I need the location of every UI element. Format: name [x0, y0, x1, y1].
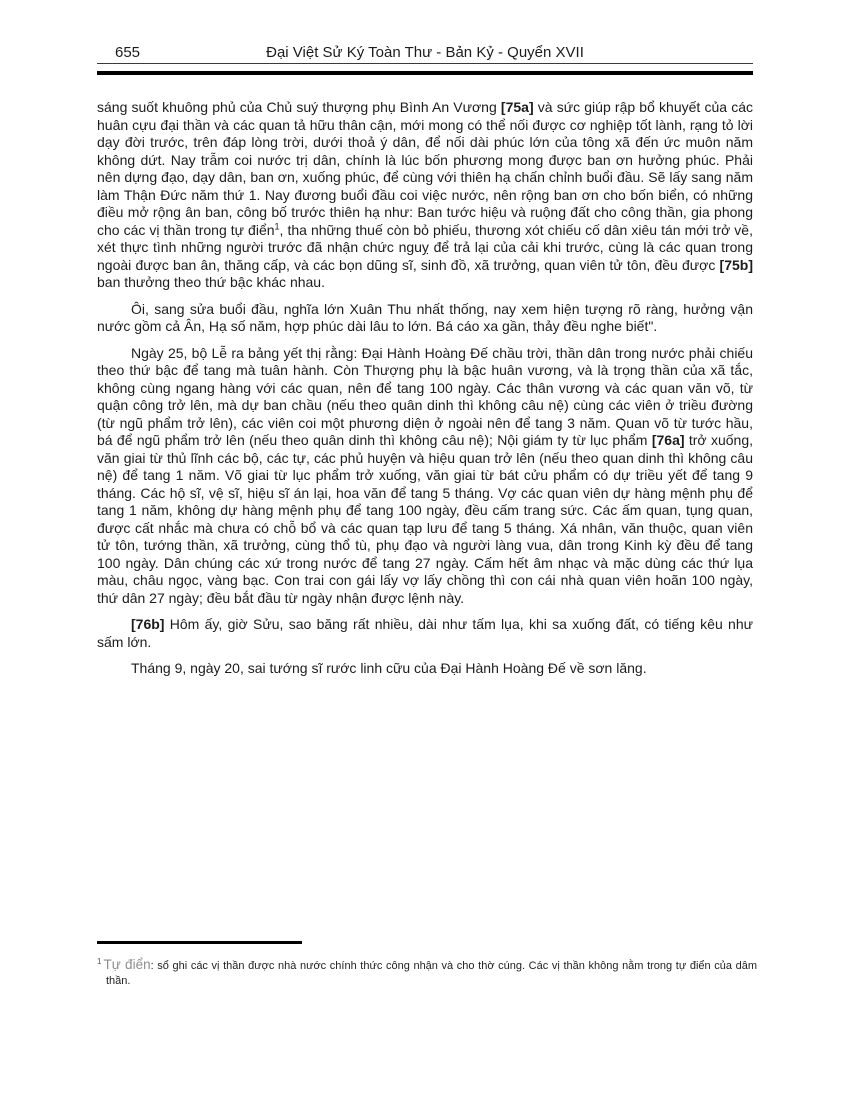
- body-paragraph: [97, 345, 753, 608]
- text-run: Ngày 25, bộ Lễ ra bảng yết thị rằng: Đại Hành Hoàng Đế chầu trời, thần dân trong nước phải chiếu theo thứ bậc để tang mà tuân hành. Còn Thượng phụ là bậc huân vương, và là trọng thần của xã tắc, không cùng ngang hàng với các quan, nên để tang 100 ngày. Các thân vương và các quan văn võ, từ quận công trở lên, mà dự ban chầu (nếu theo quân dinh thì không câu nệ) cùng các viên ở triều đường (từ ngũ phẩm trở lên), các viên coi một phương diện ở ngoài nên để tang 3 năm. Quan võ từ tước hầu, bá để ngũ phẩm trở lên (nếu theo quân dinh thì không câu nệ); Nội giám ty từ lục phẩm: [97, 344, 753, 448]
- page-title: Đại Việt Sử Ký Toàn Thư - Bản Kỷ - Quyển XVII: [266, 44, 584, 61]
- footnote-text: : sổ ghi các vị thần được nhà nước chính thức công nhận và cho thờ cúng. Các vị thần không nằm trong tự điển của dâm thần.: [106, 960, 758, 987]
- folio-marker: [76a]: [651, 432, 685, 448]
- folio-marker: [76b]: [131, 616, 165, 632]
- body-paragraph: [97, 99, 753, 292]
- footnote-term: Tự điển: [103, 957, 151, 972]
- header-rule: [97, 71, 753, 75]
- text-run: trở xuống, văn giai từ thủ lĩnh các bộ, các tự, các phủ huyện và hiệu quan trở lên (nếu theo quan dinh thì không câu nệ) để tang 1 năm. Võ giai từ lục phẩm trở xuống, văn giai từ bát cửu phẩm có dự triều yết để tang 9 tháng. Các hộ sĩ, vệ sĩ, hiệu sĩ án lại, hoa văn để tang 5 tháng. Vợ các quan viên dự hàng mệnh phụ để tang 1 năm, không dự hàng mệnh phụ để tang 100 ngày, đều cấm trang sức. Các ấm quan, tụng quan, được cất nhắc mà chưa có chỗ bổ và các quan tạp lưu để tang 5 tháng. Xá nhân, văn thuộc, quan viên tử tôn, tướng thần, xã trưởng, cùng thổ tù, phụ đạo và người làng vua, dân trong Kinh kỳ đều để tang 100 ngày. Dân chúng các xứ trong nước để tang 27 ngày. Cấm hết âm nhạc và mặc dùng các thứ lụa màu, châu ngọc, vàng bạc. Con trai con gái lấy vợ lấy chồng thì con cái nhà quan viên hoãn 100 ngày, thứ dân 27 ngày; đều bắt đầu từ ngày nhận được lệnh này.: [97, 432, 753, 606]
- footnote-section: [97, 941, 757, 988]
- text-run: , tha những thuế còn bỏ phiếu, thương xót chiếu cố dân xiêu tán mới trở về, xét thực tình những người trước đã nhận chức nguỵ để trả lại của cải khi trước, cùng là các quan trong ngoài được ban ân, thăng cấp, và các bọn dũng sĩ, sinh đồ, xã trưởng, quan viên tử tôn, đều được: [97, 221, 753, 273]
- text-run: và sức giúp rập bổ khuyết của các huân cựu đại thần và các quan tả hữu thân cận, mới mong có thể nối được cơ nghiệp tốt lành, rạng tỏ lời dạy đời trước, trên đáp lòng trời, dưới thoả ý dân, để nối dài phúc lớn của tông xã đến ức muôn năm không dứt. Nay trẫm coi nước trị dân, chính là lúc bốn phương mong được ban ơn hưởng phúc. Phải nên dựng đạo, dạy dân, ban ơn, xuống phúc, để cùng với thiên hạ chấn chỉnh buổi đầu. Sẽ lấy sang năm làm Thận Đức năm thứ 1. Nay đương buổi đầu coi việc nước, nên rộng ban ơn cho bốn biển, có những điều mở rộng ân ban, công bố trước thiên hạ như: Ban tước hiệu và ruộng đất cho công thần, gia phong cho các vị thần trong tự điển: [97, 99, 753, 238]
- footnote: [97, 958, 757, 988]
- text-run: sáng suốt khuông phủ của Chủ suý thượng phụ Bình An Vương: [97, 99, 501, 115]
- footnote-reference: 1: [274, 220, 280, 231]
- footnote-marker: 1: [97, 957, 102, 967]
- page-number: 655: [115, 44, 141, 61]
- body-paragraph: [97, 301, 753, 336]
- text-run: ban thưởng theo thứ bậc khác nhau.: [97, 274, 325, 290]
- running-header: [97, 44, 753, 64]
- body-paragraph: [97, 616, 753, 651]
- folio-marker: [75b]: [719, 256, 753, 273]
- text-run: Ôi, sang sửa buổi đầu, nghĩa lớn Xuân Thu nhất thống, nay xem hiện tượng rõ ràng, hưởng vận nước gồm cả Ân, Hạ số năm, hợp phúc dài lâu to lớn. Bá cáo xa gần, thảy đều nghe biết".: [97, 300, 753, 334]
- folio-marker: [75a]: [500, 99, 534, 115]
- body-text: [97, 99, 753, 687]
- text-run: Hôm ấy, giờ Sửu, sao băng rất nhiều, dài như tấm lụa, khi sa xuống đất, có tiếng kêu như sấm lớn.: [97, 616, 753, 650]
- body-paragraph: [97, 660, 753, 678]
- footnote-separator: [97, 941, 302, 944]
- text-run: Tháng 9, ngày 20, sai tướng sĩ rước linh cữu của Đại Hành Hoàng Đế về sơn lăng.: [131, 660, 647, 676]
